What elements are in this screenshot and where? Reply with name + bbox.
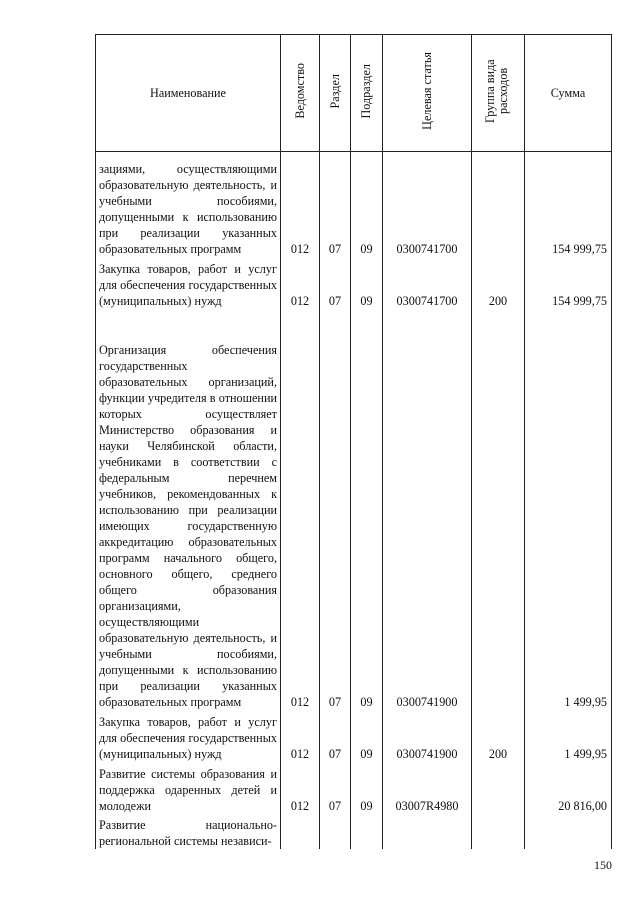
row-dept: 012 (281, 762, 320, 814)
row-target: 0300741700 (383, 152, 472, 257)
row-sum: 154 999,75 (525, 257, 612, 309)
row-section (320, 814, 351, 849)
row-target: 03007R4980 (383, 762, 472, 814)
row-section: 07 (320, 152, 351, 257)
row-sum (525, 814, 612, 849)
row-subsection: 09 (351, 257, 383, 309)
row-sum: 1 499,95 (525, 710, 612, 762)
header-sum: Сумма (525, 35, 612, 152)
row-dept: 012 (281, 257, 320, 309)
row-section: 07 (320, 762, 351, 814)
header-target: Целевая статья (383, 35, 472, 152)
row-target: 0300741900 (383, 309, 472, 710)
row-subsection: 09 (351, 710, 383, 762)
header-name: Наименование (96, 35, 281, 152)
row-name: Организация обеспечения государственных образовательных организаций, функции учредителя в отношении которых осуществляет Министерство образования и науки Челябинской области, учебниками в соответствии с федеральным перечнем учебников, рекомендованных к использованию при реализации имеющих государственную аккредитацию образовательных программ начального общего, основного общего, среднего общего образования организациями, осуществляющими образовательную деятельность, и учебными пособиями, допущенными к использованию при реализации указанных образовательных программ (96, 309, 281, 710)
row-sum: 154 999,75 (525, 152, 612, 257)
header-expense-group: Группа вида расходов (472, 35, 525, 152)
row-dept: 012 (281, 152, 320, 257)
table-row (96, 257, 612, 309)
table-row (96, 309, 612, 710)
row-target: 0300741900 (383, 710, 472, 762)
row-target (383, 814, 472, 849)
row-name: Закупка товаров, работ и услуг для обеспечения государственных (муниципальных) нужд (96, 710, 281, 762)
row-group (472, 152, 525, 257)
row-subsection: 09 (351, 762, 383, 814)
row-name: Закупка товаров, работ и услуг для обеспечения государственных (муниципальных) нужд (96, 257, 281, 309)
row-section: 07 (320, 710, 351, 762)
row-sum: 1 499,95 (525, 309, 612, 710)
row-section: 07 (320, 309, 351, 710)
row-group (472, 762, 525, 814)
header-dept: Ведомство (281, 35, 320, 152)
table-row (96, 152, 612, 257)
row-name: зациями, осуществляющими образовательную деятельность, и учебными пособиями, допущенными к использованию при реализации указанных образовательных программ (96, 152, 281, 257)
table-row (96, 710, 612, 762)
row-group: 200 (472, 257, 525, 309)
row-group: 200 (472, 710, 525, 762)
table-row (96, 762, 612, 814)
budget-table (95, 34, 612, 849)
row-target: 0300741700 (383, 257, 472, 309)
row-subsection: 09 (351, 152, 383, 257)
row-section: 07 (320, 257, 351, 309)
row-dept: 012 (281, 309, 320, 710)
header-section: Раздел (320, 35, 351, 152)
row-sum: 20 816,00 (525, 762, 612, 814)
row-dept: 012 (281, 710, 320, 762)
page-number: 150 (594, 858, 612, 872)
row-group (472, 309, 525, 710)
row-dept (281, 814, 320, 849)
table-row (96, 814, 612, 849)
row-subsection: 09 (351, 309, 383, 710)
row-name: Развитие национально-региональной системы независи- (96, 814, 281, 849)
row-name: Развитие системы образования и поддержка одаренных детей и молодежи (96, 762, 281, 814)
row-subsection (351, 814, 383, 849)
header-row (96, 35, 612, 152)
row-group (472, 814, 525, 849)
header-subsection: Подраздел (351, 35, 383, 152)
